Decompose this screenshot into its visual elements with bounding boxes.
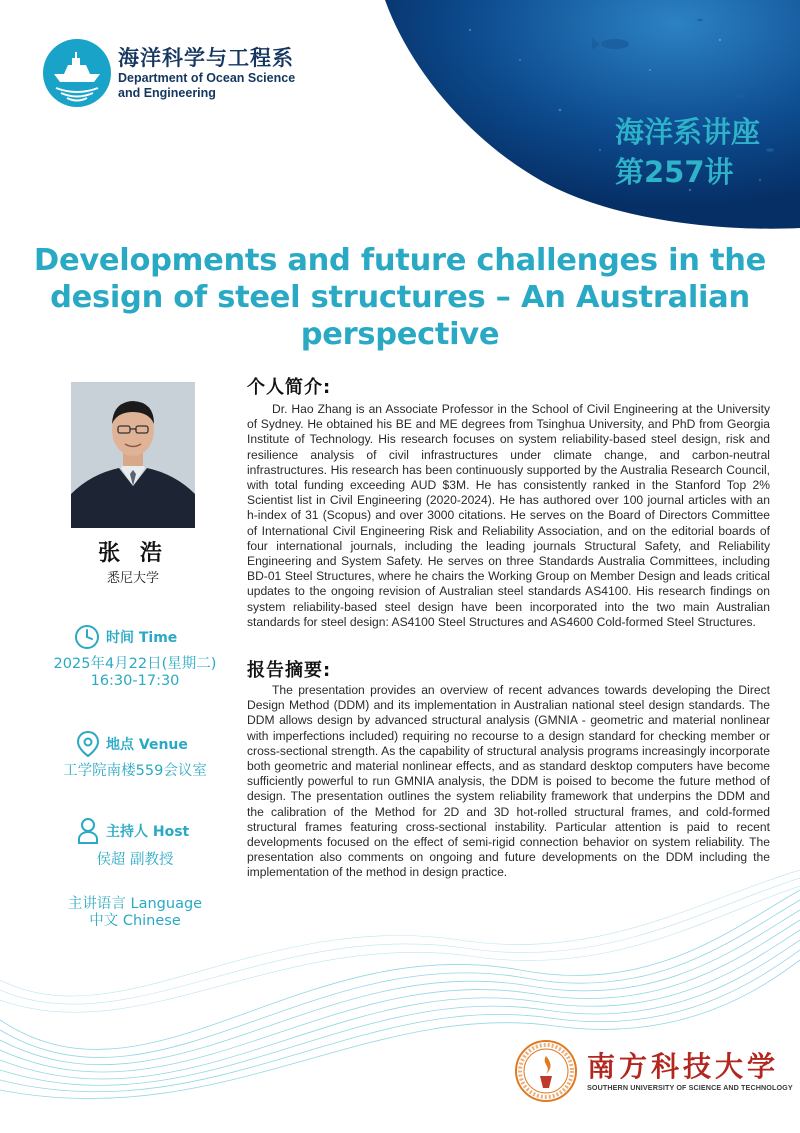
- abstract-heading: 报告摘要:: [247, 660, 332, 681]
- time-date: 2025年4月22日(星期二): [53, 656, 217, 672]
- ship-logo-icon: [42, 38, 112, 108]
- university-logo: [515, 1040, 793, 1102]
- time-heading: [74, 624, 177, 650]
- department-name-cn: 海洋科学与工程系: [118, 46, 294, 70]
- clock-icon: [74, 624, 100, 650]
- venue-heading: [76, 730, 188, 758]
- series-number: 第257讲: [614, 155, 734, 189]
- bio-heading: 个人简介:: [247, 377, 332, 398]
- series-name: 海洋系讲座: [614, 115, 760, 149]
- language-label: 主讲语言 Language: [67, 896, 203, 912]
- time-hours: 16:30-17:30: [90, 673, 180, 689]
- speaker-affiliation: 悉尼大学: [106, 571, 159, 586]
- venue-label: 地点 Venue: [106, 737, 188, 753]
- university-seal-icon: [515, 1040, 577, 1102]
- abstract-text: The presentation provides an overview of recent advances towards developing the Direct Design Method (DDM) and its implementation in Australian national steel design standards. The DDM allows design by advanced structural analysis (GMNIA - geometric and material nonlinear with imperfections included) requiring no recourse to a design standard for checking member or cross-sectional strength. As the capability of structural analysis programs increasingly incorporate both geometric and material nonlinear effects, and as standard desktop computers have become sufficiently powerful to run GMNIA analysis, the DDM is poised to become the future method of design. The presentation outlines the system reliability framework that underpins the DDM and the calibration of the Method for 2D and 3D hot-rolled structural frames, and cold-formed structural frames featuring cross-sectional instability. Particular attention is paid to recent developments focused on the effect of semi-rigid connection behavior on system reliability. The presentation also comments on ongoing and future developments on the DDM including the implementation of the method in design practice.: [247, 683, 770, 880]
- department-name-en-line2: and Engineering: [118, 86, 216, 100]
- time-label: 时间 Time: [106, 630, 178, 646]
- host-value: 侯超 副教授: [96, 852, 174, 868]
- language-value: 中文 Chinese: [89, 913, 181, 929]
- university-name-en: SOUTHERN UNIVERSITY OF SCIENCE AND TECHNOLOGY: [587, 1082, 793, 1092]
- location-pin-icon: [76, 730, 100, 758]
- speaker-photo: [71, 382, 195, 528]
- department-name-en-line1: Department of Ocean Science: [118, 71, 296, 85]
- lecture-title: Developments and future challenges in the design of steel structures – An Australian perspective: [33, 243, 767, 352]
- speaker-name: 张 浩: [98, 541, 168, 566]
- host-heading: [76, 817, 189, 845]
- bio-text: Dr. Hao Zhang is an Associate Professor in the School of Civil Engineering at the University of Sydney. He obtained his BE and ME degrees from Tsinghua University, and PhD from Georgia Institute of Technology. His research focuses on system reliability-based steel design, risk and resilience analysis of civil infrastructures under climate change, and carbon-neutral infrastructures. His research has been continuously supported by the Australia Research Council, with total funding exceeding AUD $3M. He has consistently ranked in the Stanford Top 2% Scientist list in Civil Engineering (2020-2024). He has authored over 100 journal articles with an h-index of 31 (Scopus) and over 3000 citations. He serves on the Board of Directors Committee of International Civil Engineering Risk and Reliability Association, and on the editorial boards of four international journals, including the leading journals Structural Safety, and Reliability Engineering and System Safety. He serves on three Standards Australia Committees, including BD-01 Steel Structures, where he chairs the Working Group on Member Design and leads critical updates to the ongoing revision of Australian steel standards AS4100. His research findings on system reliability-based steel design have been incorporated into the two main Australian standards for steel design: AS4100 Steel Structures and AS4600 Cold-formed Steel Structures.: [247, 402, 770, 629]
- university-name-cn: 南方科技大学: [587, 1049, 780, 1083]
- time-value: [30, 656, 240, 690]
- venue-value: 工学院南楼559会议室: [63, 763, 207, 779]
- host-label: 主持人 Host: [106, 824, 190, 840]
- lecture-series: [615, 112, 760, 192]
- department-logo: [42, 38, 295, 108]
- person-icon: [76, 817, 100, 845]
